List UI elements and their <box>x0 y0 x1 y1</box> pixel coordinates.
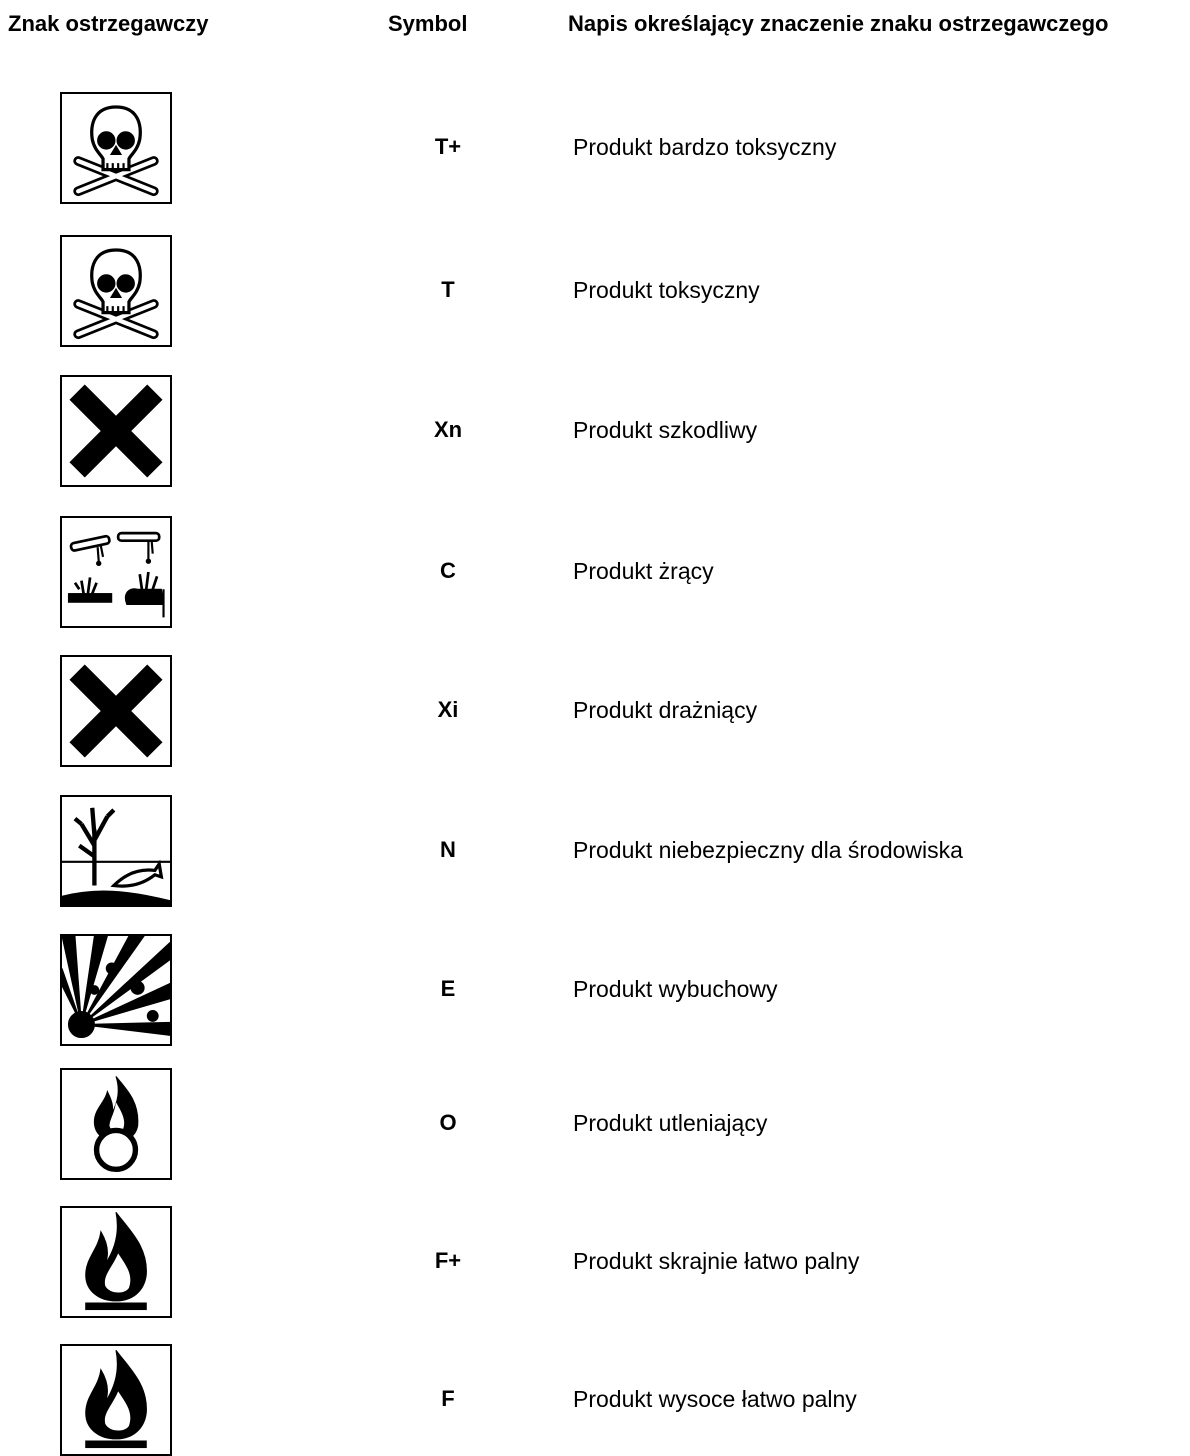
description: Produkt wybuchowy <box>573 976 778 1002</box>
description: Produkt bardzo toksyczny <box>573 134 837 160</box>
header-sign: Znak ostrzegawczy <box>8 11 209 36</box>
symbol-code: O <box>439 1110 457 1135</box>
header-symbol: Symbol <box>388 11 468 36</box>
x-cross-icon <box>60 375 172 487</box>
flame-over-circle-icon <box>60 1068 172 1180</box>
symbol-code: E <box>440 976 456 1001</box>
explosion-icon <box>60 934 172 1046</box>
symbol-code: N <box>440 837 456 862</box>
symbol-code: Xi <box>437 697 459 722</box>
flame-icon <box>60 1344 172 1456</box>
skull-crossbones-icon <box>60 92 172 204</box>
symbol-code: T <box>441 277 455 302</box>
symbol-code: C <box>440 558 456 583</box>
symbol-code: Xn <box>433 417 463 442</box>
header-meaning: Napis określający znaczenie znaku ostrzegawczego <box>568 11 1109 36</box>
flame-icon <box>60 1206 172 1318</box>
dead-tree-fish-icon <box>60 795 172 907</box>
description: Produkt niebezpieczny dla środowiska <box>573 837 963 863</box>
corrosion-icon <box>60 516 172 628</box>
description: Produkt drażniący <box>573 697 758 723</box>
description: Produkt skrajnie łatwo palny <box>573 1248 860 1274</box>
description: Produkt szkodliwy <box>573 417 758 443</box>
skull-crossbones-icon <box>60 235 172 347</box>
description: Produkt żrący <box>573 558 714 584</box>
description: Produkt toksyczny <box>573 277 760 303</box>
description: Produkt utleniający <box>573 1110 768 1136</box>
symbol-code: F+ <box>434 1248 462 1273</box>
description: Produkt wysoce łatwo palny <box>573 1386 857 1412</box>
symbol-code: F <box>441 1386 455 1411</box>
symbol-code: T+ <box>434 134 462 159</box>
x-cross-icon <box>60 655 172 767</box>
